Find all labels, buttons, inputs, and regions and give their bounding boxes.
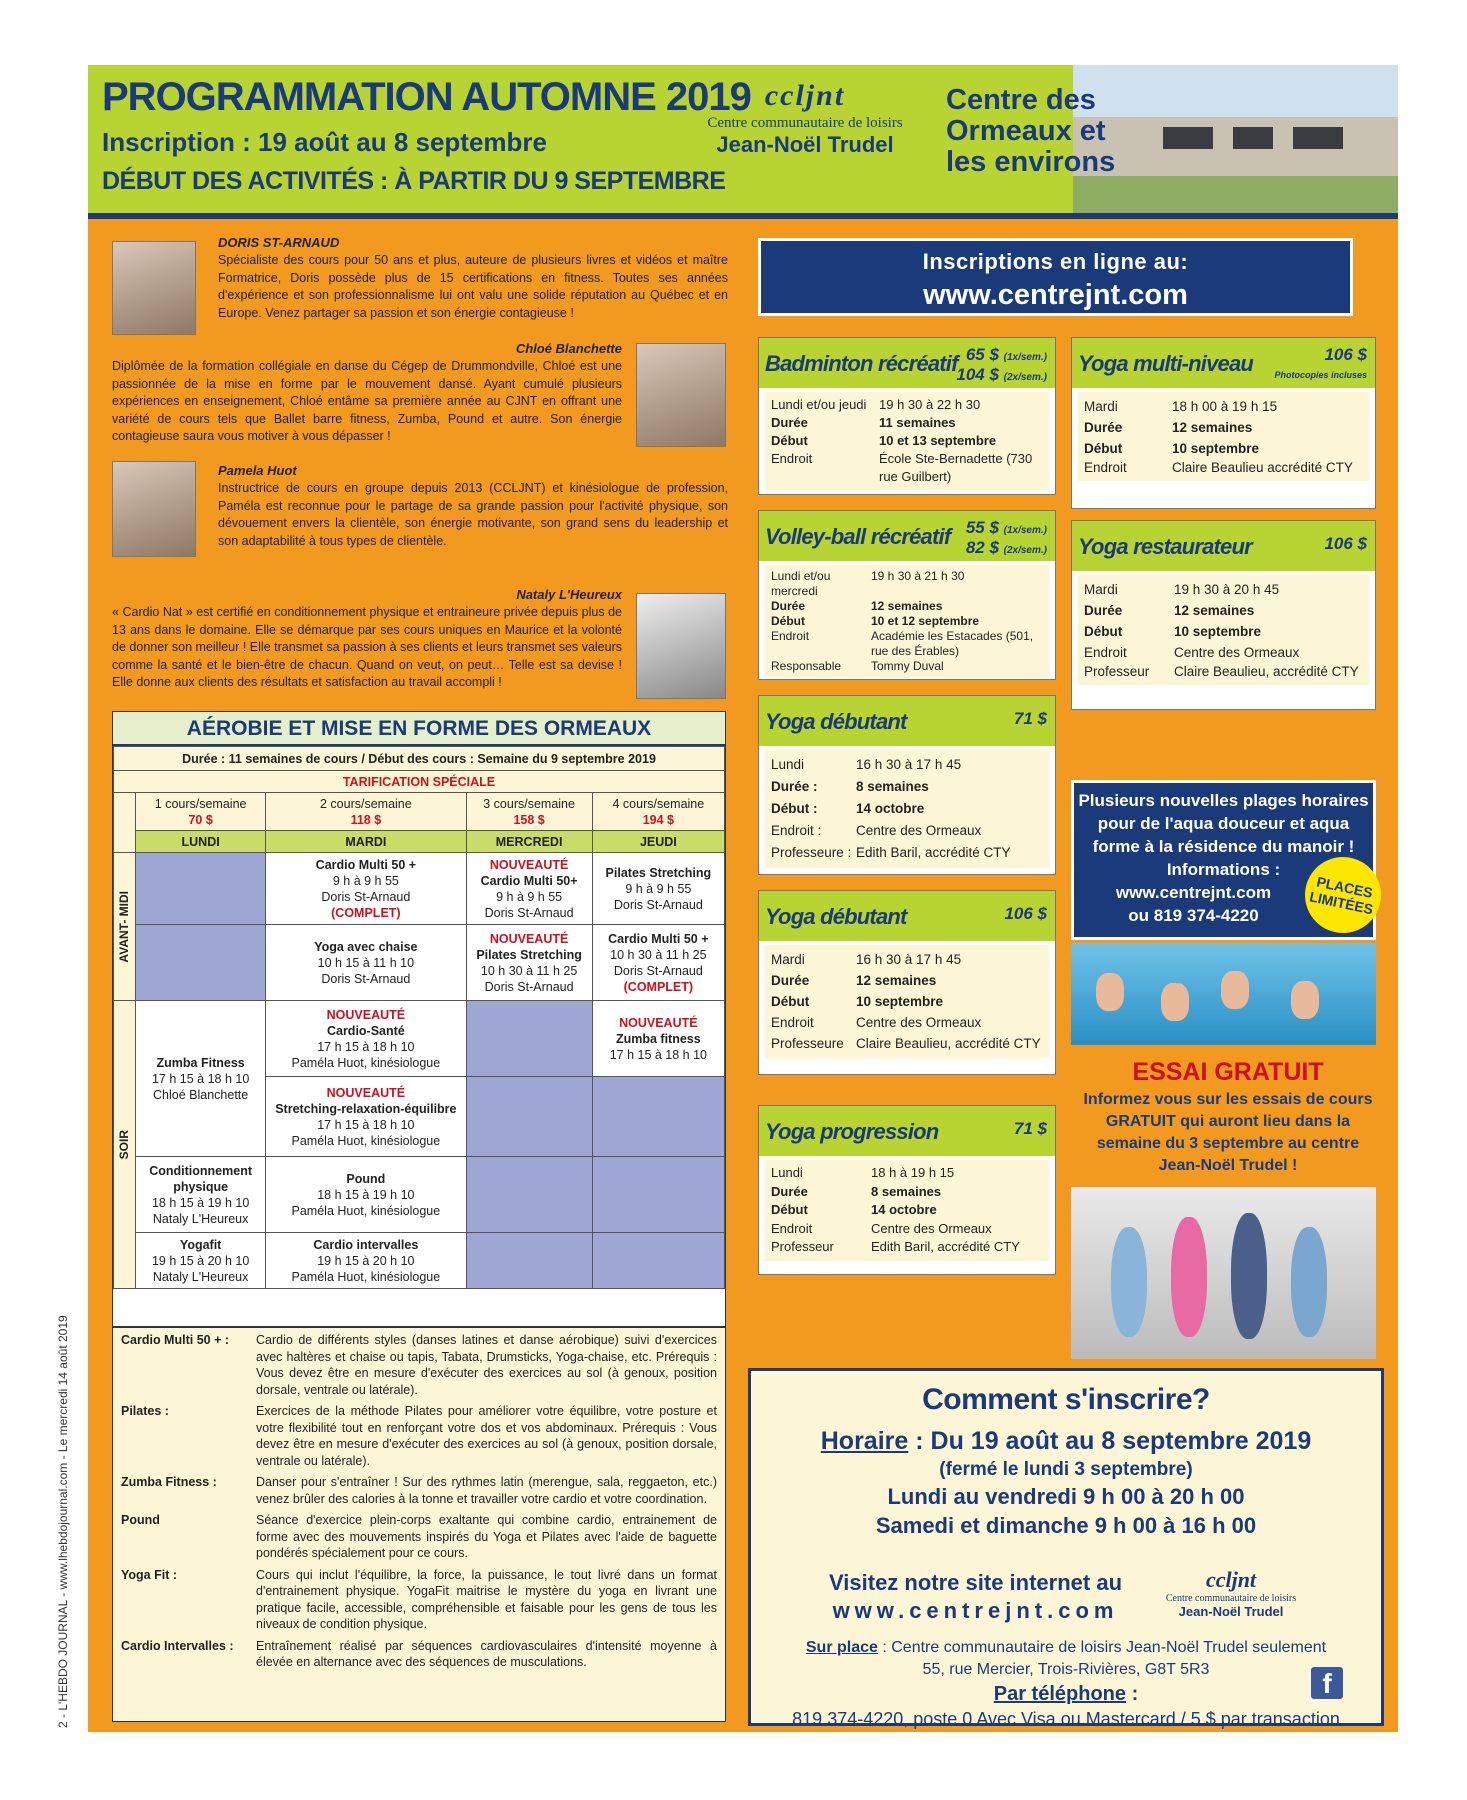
bio-pamela <box>218 463 728 550</box>
definition: Cardio Intervalles : Entraînement réalisé par séquences cardiovasculaires d'intensité moyenne à élevée en alternance avec des séquences de musculations. <box>121 1638 717 1669</box>
inscription-dates: Inscription : 19 août au 8 septembre <box>102 127 547 157</box>
definition: Yoga Fit : Cours qui inclut l'équilibre, la force, la puissance, le tout livré dans un format d'entrainement physique. YogaFit maitrise le mystère du yoga en livrant une pratique facile, accessible, compréhensible et faisable pour les gens de tous les niveaux de condition physique. <box>121 1567 717 1631</box>
bio-text: Diplômée de la formation collégiale en danse du Cégep de Drummondville, Chloé est une passionnée de la mise en forme par le mouvement dansé. Ayant cumulé plusieurs expériences en enseignement, Chloé entâme sa première année au CJNT en offrant une variété de cours tels que Ballet barre fitness, Zumba, Pound et autre. Son énergie contagieuse saura vous motiver à vous dépasser ! <box>112 359 622 443</box>
class-slot: Cardio Multi 50 + 9 h à 9 h 55 Doris St-Arnaud (COMPLET) <box>266 853 466 925</box>
aerobie-schedule <box>112 711 726 1327</box>
card-yoga-multi: Yoga multi-niveau 106 $ Photocopies incluses Mardi 18 h 00 à 19 h 15 Durée 12 semaines Début 10 septembre Endroit Claire Beaulieu accrédité CTY <box>1071 337 1376 509</box>
phone-info: 819 374-4220, poste 0 Avec Visa ou Mastercard / 5 $ par transaction <box>792 1709 1340 1729</box>
places-limitees-badge: PLACES LIMITÉES <box>1298 850 1388 940</box>
logo-line1: Centre communautaire de loisirs <box>707 115 903 131</box>
bio-doris <box>218 235 728 322</box>
period-am: AVANT- MIDI <box>114 853 136 1001</box>
card-badminton: Badminton récréatif 65 $ (1x/sem.) 104 $ (2x/sem.) Lundi et/ou jeudi 19 h 30 à 22 h 30 Durée 11 semaines Début 10 et 13 septembre Endroit École Ste-Bernadette (730 rue Guilbert) <box>758 337 1056 495</box>
weekday-hours: Lundi au vendredi 9 h 00 à 20 h 00 <box>887 1484 1245 1509</box>
bio-text: « Cardio Nat » est certifié en conditionnement physique et entraineure privée depuis plus de 13 ans dans le domaine. Elle se démarque par ses cours uniques en Maurice et la volonté de donner son meilleur ! Elle transmet sa passion à ses clients et leurs transmet ses valeurs comme la santé et le bien-être de chacun. Quand on veut, on peut… Telle est sa devise ! Elle donne aux clients des résultats et satisfaction au travail accompli ! <box>112 605 622 689</box>
card-title: Volley-ball récréatif <box>765 524 951 549</box>
card-yoga-debutant-2: Yoga débutant 106 $ Mardi 16 h 30 à 17 h 45 Durée 12 semaines Début 10 septembre Endroit Centre des Ormeaux Professeure Claire Beaulieu, accrédité CTY <box>758 890 1056 1075</box>
class-slot: NOUVEAUTÉ Pilates Stretching 10 h 30 à 11 h 25 Doris St-Arnaud <box>466 925 592 1001</box>
bio-name: DORIS ST-ARNAUD <box>218 235 340 250</box>
day-mardi: MARDI <box>266 831 466 853</box>
card-title: Yoga restaurateur <box>1078 534 1252 559</box>
aqua-box: Plusieurs nouvelles plages horaires pour de l'aqua douceur et aqua forme à la résidence du manoir ! Informations : www.centrejnt.com ou 819 374-4220 PLACES LIMITÉES <box>1071 780 1376 940</box>
bio-chloe <box>112 341 622 446</box>
class-slot: NOUVEAUTÉ Stretching-relaxation-équilibre 17 h 15 à 18 h 10 Paméla Huot, kinésiologue <box>266 1077 466 1157</box>
slot-empty <box>466 1001 592 1077</box>
slot-empty <box>136 925 266 1001</box>
page-title: PROGRAMMATION AUTOMNE 2019 <box>102 75 751 119</box>
essai-title: ESSAI GRATUIT <box>1132 1058 1324 1086</box>
register-hours: Horaire : Du 19 août au 8 septembre 2019 <box>820 1427 1312 1455</box>
start-date: DÉBUT DES ACTIVITÉS : À PARTIR DU 9 SEPTEMBRE <box>102 167 726 195</box>
website-link[interactable]: www.centrejnt.com <box>832 1598 1119 1623</box>
essai-text: Informez vous sur les essais de cours GRATUIT qui auront lieu dans la semaine du 3 septembre au centre Jean-Noël Trudel ! <box>1083 1091 1373 1174</box>
website-promo: Visitez notre site internet au www.centrejnt.com <box>829 1570 1123 1623</box>
slot-empty <box>592 1157 724 1233</box>
header-divider <box>88 213 1398 219</box>
phone-label: Par téléphone : <box>993 1683 1139 1705</box>
logo-mark: ccljnt <box>764 79 846 112</box>
register-title: Comment s'inscrire? <box>922 1383 1210 1416</box>
plan-1: 1 cours/semaine 70 $ <box>136 793 266 831</box>
logo-line2: Jean-Noël Trudel <box>716 132 894 157</box>
duration-row: Durée : 11 semaines de cours / Début des cours : Semaine du 9 septembre 2019 <box>114 747 725 771</box>
class-slot: NOUVEAUTÉ Cardio-Santé 17 h 15 à 18 h 10 Paméla Huot, kinésiologue <box>266 1001 466 1077</box>
day-lundi: LUNDI <box>136 831 266 853</box>
closed-note: (fermé le lundi 3 septembre) <box>939 1459 1193 1480</box>
card-yoga-progression: Yoga progression 71 $ Lundi 18 h à 19 h 15 Durée 8 semaines Début 14 octobre Endroit Centre des Ormeaux Professeur Edith Baril, accrédité CTY <box>758 1105 1056 1275</box>
how-to-register <box>748 1368 1384 1729</box>
slot-empty <box>592 1077 724 1157</box>
weekend-hours: Samedi et dimanche 9 h 00 à 16 h 00 <box>875 1513 1257 1538</box>
slot-empty <box>466 1233 592 1289</box>
bio-name: Nataly L'Heureux <box>516 587 622 602</box>
photo-chloe <box>636 343 726 447</box>
definition: Zumba Fitness : Danser pour s'entraîner ! Sur des rythmes latin (merengue, sala, reggaeton, etc.) venez brûler des calories à la tonne et travailler votre cardio et votre coordination. <box>121 1475 717 1506</box>
online-url[interactable]: www.centrejnt.com <box>923 279 1188 311</box>
card-title: Yoga débutant <box>765 709 907 734</box>
definition: Cardio Multi 50 + : Cardio de différents styles (danses latines et danse aérobique) suivi d'exercices avec haltères et chaise ou tapis, Tabata, Drumsticks, Yoga-chaise, etc. Prérequis : Vous devez être en mesure d'exécuter des exercices au sol (à genoux, position dorsale, ventrale ou latérale). <box>121 1333 717 1397</box>
bio-text: Spécialiste des cours pour 50 ans et plus, auteure de plusieurs livres et vidéos et maître Formatrice, Doris possède plus de 15 certifications en fitness. Toutes ses années d'expérience et son professionnalisme lui ont valu une solide réputation au Québec et en Europe. Venez partager sa passion et son énergie contagieuse ! <box>218 253 728 320</box>
period-pm: SOIR <box>114 1001 136 1289</box>
class-slot: Pound 18 h 15 à 19 h 10 Paméla Huot, kinésiologue <box>266 1157 466 1233</box>
day-mercredi: MERCREDI <box>466 831 592 853</box>
class-slot: Conditionnement physique 18 h 15 à 19 h 10 Nataly L'Heureux <box>136 1157 266 1233</box>
card-yoga-restaurateur: Yoga restaurateur 106 $ Mardi 19 h 30 à 20 h 45 Durée 12 semaines Début 10 septembre Endroit Centre des Ormeaux Professeur Claire Beaulieu, accrédité CTY <box>1071 520 1376 710</box>
card-price: 71 $ <box>1013 709 1047 728</box>
card-price: 55 $ (1x/sem.) 82 $ (2x/sem.) <box>965 518 1047 557</box>
day-jeudi: JEUDI <box>592 831 724 853</box>
class-slot: NOUVEAUTÉ Zumba fitness 17 h 15 à 18 h 10 <box>592 1001 724 1077</box>
slot-empty <box>466 1077 592 1157</box>
cclj-logo-small: ccljnt Centre communautaire de loisirs Jean-Noël Trudel <box>1165 1567 1297 1619</box>
bio-name: Chloé Blanchette <box>515 341 622 356</box>
online-registration <box>758 238 1353 316</box>
building-photo <box>1073 65 1398 213</box>
facebook-icon[interactable]: f <box>1311 1667 1343 1699</box>
class-slot: NOUVEAUTÉ Cardio Multi 50+ 9 h à 9 h 55 Doris St-Arnaud <box>466 853 592 925</box>
cclj-logo <box>700 79 910 199</box>
class-slot: Cardio intervalles 19 h 15 à 20 h 10 Paméla Huot, kinésiologue <box>266 1233 466 1289</box>
card-price: 106 $ Photocopies incluses <box>1274 345 1367 380</box>
definition: Pound Séance d'exercice plein-corps exaltante qui combine cardio, entrainement de forme avec des mouvements inspirés du Yoga et Pilates avec l'aide de baguette pondérés spécialement pour ce cours. <box>121 1513 717 1560</box>
slot-empty <box>136 853 266 925</box>
photo-pamela <box>112 461 196 557</box>
class-definitions <box>112 1327 726 1722</box>
bio-text: Instructrice de cours en groupe depuis 2013 (CCLJNT) et kinésiologue de profession, Paméla est reconnue pour le partage de sa grande passion pour l'activité physique, son dévouement envers la clientèle, son énergie motivante, son grand sens du leadership et son adaptabilité à tous types de clientèle. <box>218 481 728 548</box>
aqua-photo <box>1071 943 1376 1045</box>
flyer <box>88 65 1398 1732</box>
fitness-photo <box>1071 1187 1376 1359</box>
bio-nataly <box>112 587 622 692</box>
photo-nataly <box>636 593 726 699</box>
card-title: Yoga progression <box>765 1119 939 1144</box>
aerobie-title: AÉROBIE ET MISE EN FORME DES ORMEAUX <box>113 712 725 746</box>
class-slot: Pilates Stretching 9 h à 9 h 55 Doris St-Arnaud <box>592 853 724 925</box>
class-slot: Yoga avec chaise 10 h 15 à 11 h 10 Doris St-Arnaud <box>266 925 466 1001</box>
plan-3: 3 cours/semaine 158 $ <box>466 793 592 831</box>
tarif-row: TARIFICATION SPÉCIALE <box>114 771 725 793</box>
card-title: Yoga débutant <box>765 904 907 929</box>
slot-empty <box>592 1233 724 1289</box>
plan-4: 4 cours/semaine 194 $ <box>592 793 724 831</box>
card-title: Yoga multi-niveau <box>1078 351 1254 376</box>
class-slot: Cardio Multi 50 + 10 h 30 à 11 h 25 Doris St-Arnaud (COMPLET) <box>592 925 724 1001</box>
card-title: Badminton récréatif <box>765 351 958 376</box>
card-yoga-debutant-1: Yoga débutant 71 $ Lundi 16 h 30 à 17 h 45 Durée : 8 semaines Début : 14 octobre Endroit : Centre des Ormeaux Professeure : Edith Baril, accrédité CTY <box>758 695 1056 875</box>
class-slot: Zumba Fitness 17 h 15 à 18 h 10 Chloé Blanchette <box>136 1001 266 1157</box>
card-volleyball: Volley-ball récréatif 55 $ (1x/sem.) 82 $ (2x/sem.) Lundi et/ou mercredi 19 h 30 à 21 h 30 Durée 12 semaines Début 10 et 12 septembre Endroit Académie les Estacades (501, rue des Érables) Responsable Tommy Duval <box>758 510 1056 680</box>
card-price: 71 $ <box>1013 1119 1047 1138</box>
side-credit: 2 - L'HEBDO JOURNAL - www.lhebdojournal.com - Le mercredi 14 août 2019 <box>56 1315 70 1728</box>
card-price: 65 $ (1x/sem.) 104 $ (2x/sem.) <box>956 345 1047 384</box>
in-person-info: Sur place : Centre communautaire de loisirs Jean-Noël Trudel seulement 55, rue Mercier, Trois-Rivières, G8T 5R3 <box>805 1639 1327 1678</box>
card-price: 106 $ <box>1004 904 1047 923</box>
bio-name: Pamela Huot <box>218 463 297 478</box>
centre-name: Centre des Ormeaux et les environs <box>946 84 1116 178</box>
plan-2: 2 cours/semaine 118 $ <box>266 793 466 831</box>
schedule-table <box>113 746 725 1289</box>
header <box>88 65 1398 213</box>
slot-empty <box>466 1157 592 1233</box>
class-slot: Yogafit 19 h 15 à 20 h 10 Nataly L'Heureux <box>136 1233 266 1289</box>
card-price: 106 $ <box>1324 534 1367 553</box>
photo-doris <box>112 241 196 335</box>
definition: Pilates : Exercices de la méthode Pilates pour améliorer votre équilibre, votre posture et votre flexibilité tout en renforçant votre dos et vos abdominaux. Prérequis : Vous devez être en mesure d'exécuter des exercices au sol (à genoux, position dorsale, ventrale ou latérale). <box>121 1404 717 1468</box>
online-label: Inscriptions en ligne au: <box>922 249 1189 274</box>
